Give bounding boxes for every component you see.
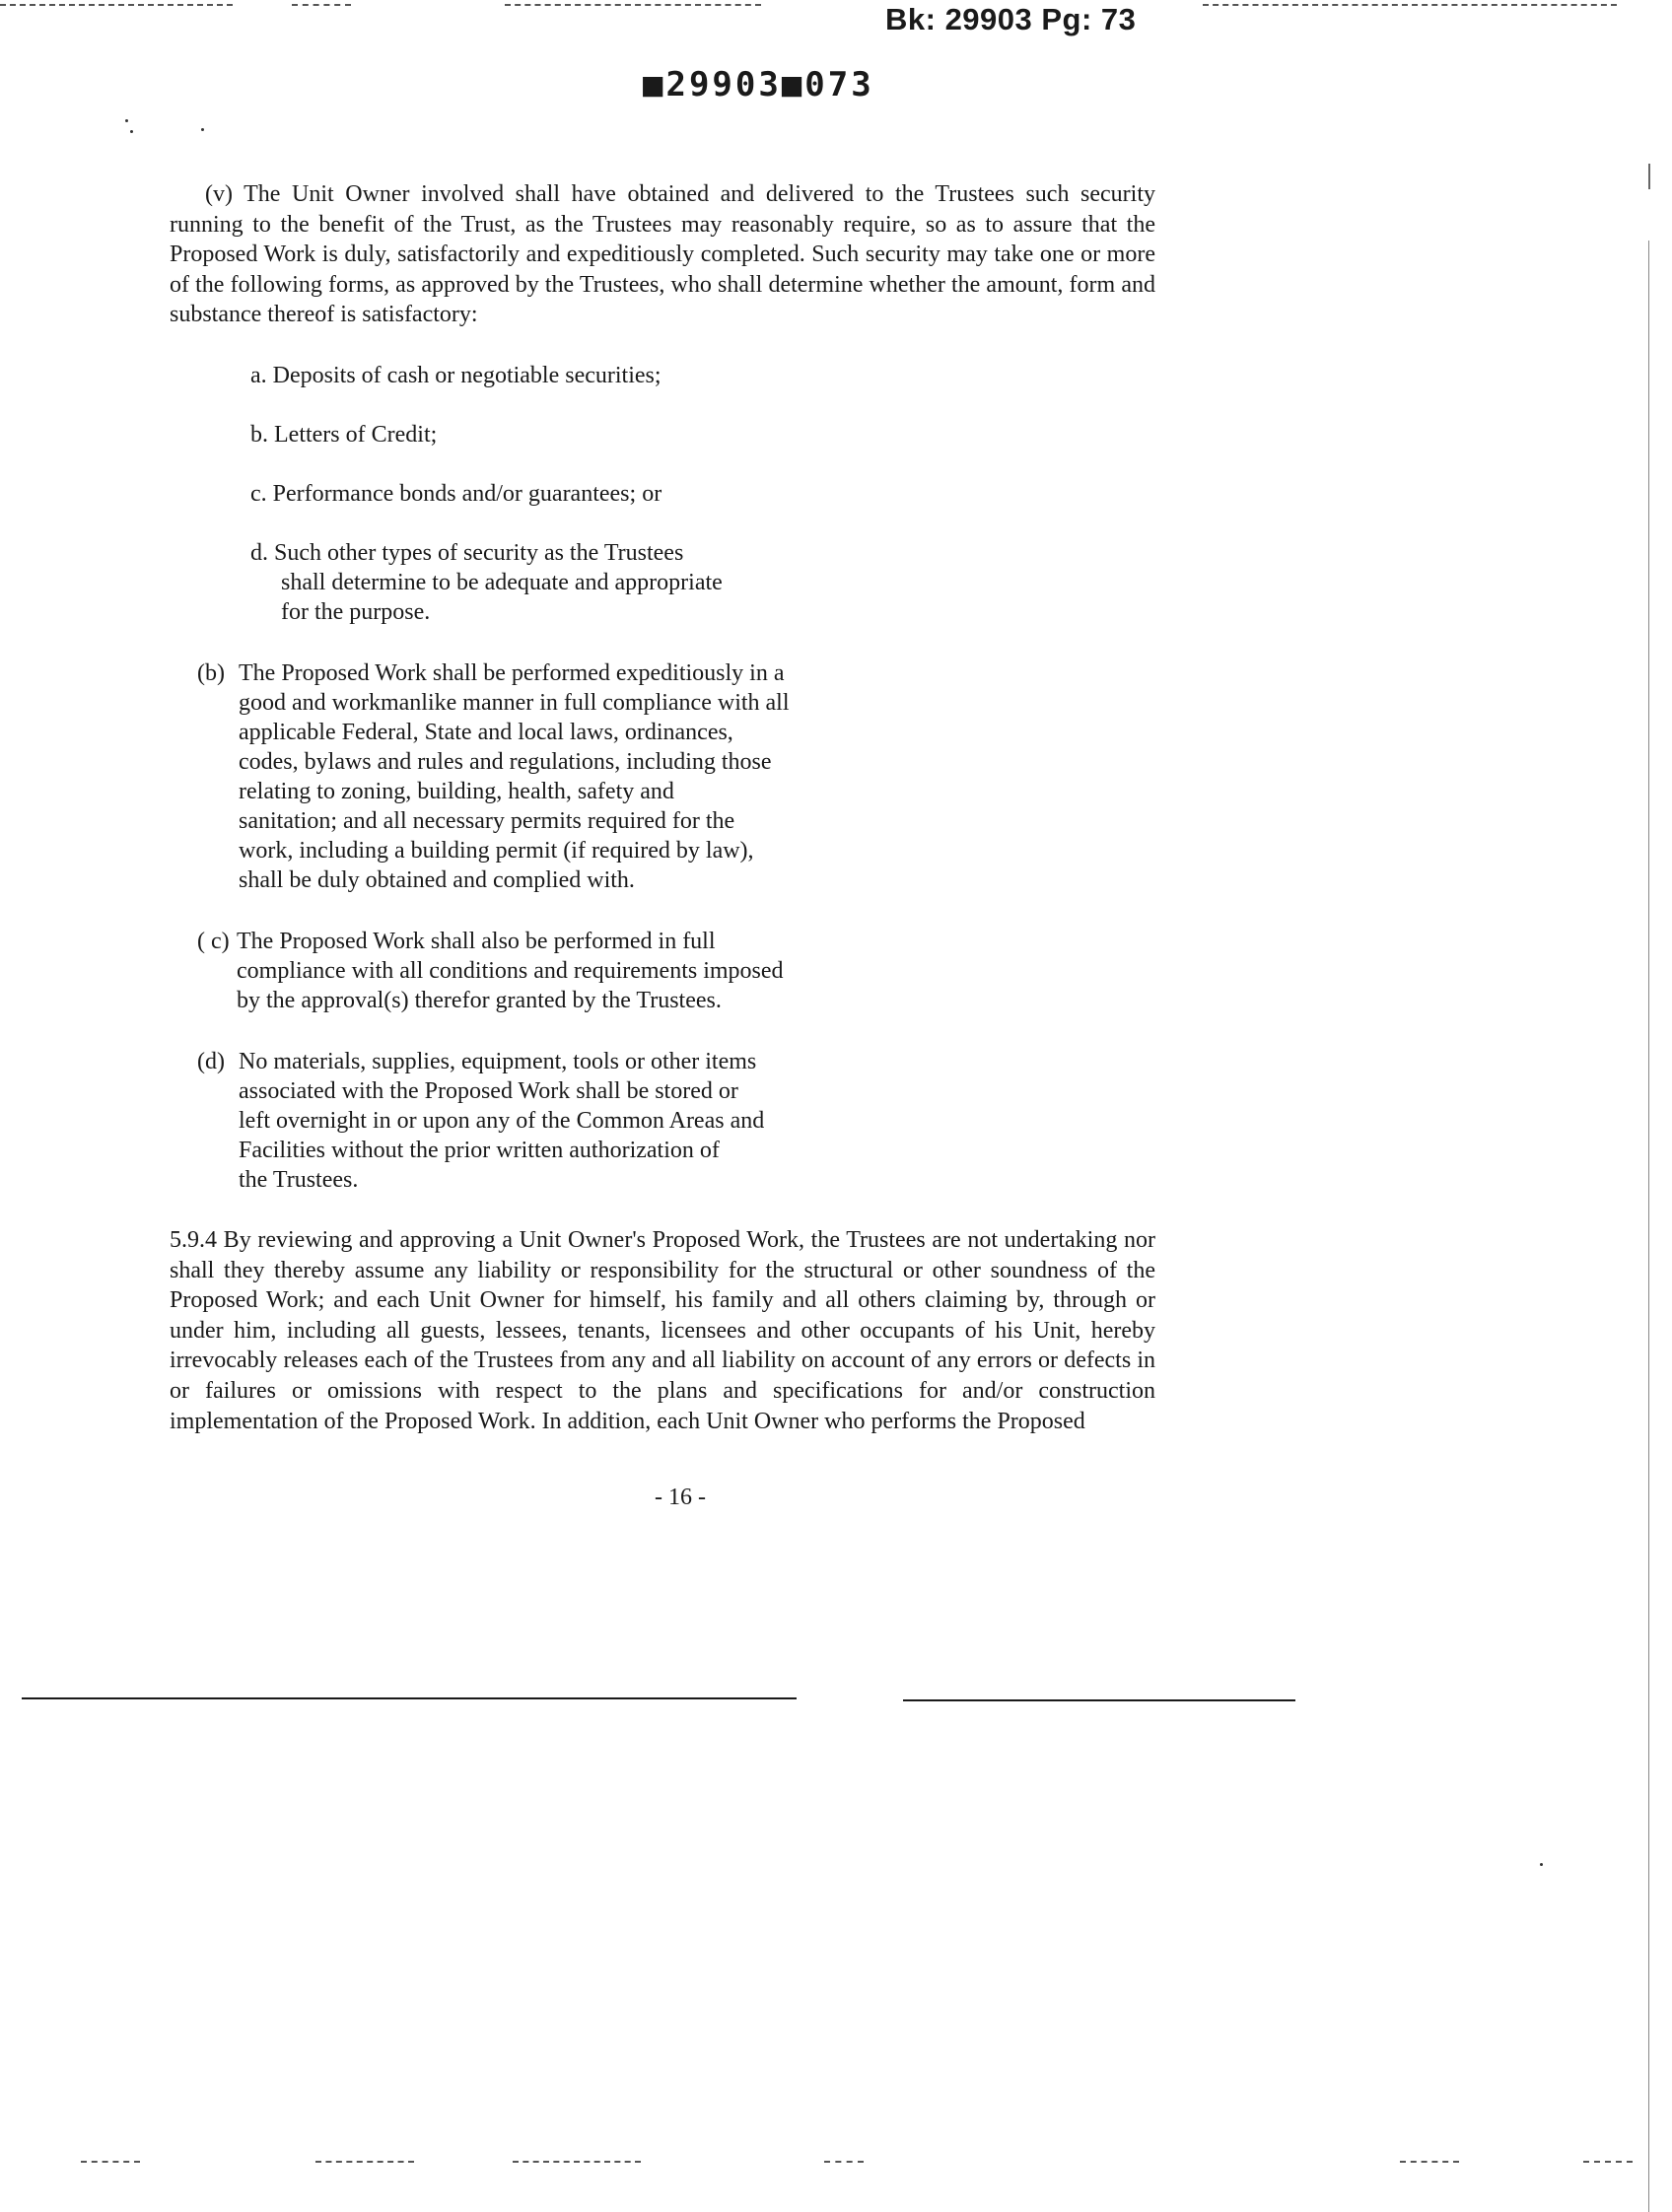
- list-item-b: b. Letters of Credit;: [250, 422, 438, 448]
- signature-line-left: [22, 1697, 797, 1699]
- list-item-a: a. Deposits of cash or negotiable securities;: [250, 363, 662, 388]
- scan-edge-top-mid2: [505, 4, 761, 8]
- paragraph-v: (v) The Unit Owner involved shall have obtained and delivered to the Trustees such security running to the benefit of the Trust, as the Trustees may reasonably require, so as to assure that the Proposed Work is duly, satisfactorily and expeditiously completed. Such security may take one or more of the following forms, as approved by the Trustees, who shall determine whether the amount, form and substance thereof is satisfactory:: [170, 181, 1155, 328]
- list-item-text: Performance bonds and/or guarantees; or: [272, 481, 662, 507]
- page-number: - 16 -: [655, 1485, 706, 1510]
- scan-speck: [1540, 1863, 1543, 1866]
- scan-edge-top-right: [1203, 4, 1617, 8]
- scan-speck: [201, 128, 204, 131]
- scan-edge-bottom-1: [81, 2161, 140, 2165]
- list-item-text: Deposits of cash or negotiable securities;: [272, 363, 662, 388]
- section-5-9-4: 5.9.4 By reviewing and approving a Unit Owner's Proposed Work, the Trustees are not undertaking nor shall they thereby assume any liability or responsibility for the structural or other soundness of the Proposed Work; and each Unit Owner for himself, his family and all others claiming by, through or under him, including all guests, lessees, tenants, licensees and other occupants of his Unit, hereby irrevocably releases each of the Trustees from any and all liability on account of any errors or defects in or failures or omissions with respect to the plans and specifications for and/or construction implementation of the Proposed Work. In addition, each Unit Owner who performs the Proposed: [170, 1227, 1155, 1434]
- paragraph-marker: ( c): [197, 929, 230, 954]
- scan-edge-bottom-3: [513, 2161, 641, 2165]
- paragraph-c: ( c) The Proposed Work shall also be performed in full compliance with all conditions and requirements imposed by the approval(s) therefor granted by the Trustees.: [197, 929, 784, 1013]
- paragraph-b: (b) The Proposed Work shall be performed expeditiously in a good and workmanlike manner in full compliance with all applicable Federal, State and local laws, ordinances, codes, bylaws and rules and regulations, including those relating to zoning, building, health, safety and sanitation; and all necessary permits required for the work, including a building permit (if required by law), shall be duly obtained and complied with.: [197, 660, 790, 893]
- list-item-d: d. Such other types of security as the Trustees shall determine to be adequate and appropriate for the purpose.: [250, 540, 723, 625]
- scan-speck: [125, 119, 128, 122]
- scan-edge-bottom-2: [315, 2161, 414, 2165]
- list-item-text: Letters of Credit;: [274, 422, 438, 448]
- scan-edge-top-mid1: [292, 4, 351, 8]
- paragraph-marker: (b): [197, 660, 225, 686]
- book-page-reference: Bk: 29903 Pg: 73: [885, 2, 1137, 36]
- scan-edge-right-2: [1648, 241, 1649, 2212]
- scan-edge-bottom-5: [1400, 2161, 1459, 2165]
- signature-line-right: [903, 1699, 1295, 1701]
- scan-edge-bottom-4: [824, 2161, 864, 2165]
- paragraph-d: (d) No materials, supplies, equipment, tools or other items associated with the Proposed Work shall be stored or left overnight in or upon any of the Common Areas and Facilities without the prior written authorization of the Trustees.: [197, 1049, 765, 1193]
- document-number: ■29903■073: [643, 65, 874, 104]
- scan-edge-right-1: [1648, 164, 1650, 189]
- list-item-c: c. Performance bonds and/or guarantees; or: [250, 481, 662, 507]
- paragraph-marker: (d): [197, 1049, 225, 1074]
- scan-speck: [130, 130, 133, 133]
- scan-edge-top-left: [0, 4, 233, 8]
- scan-edge-bottom-6: [1583, 2161, 1633, 2165]
